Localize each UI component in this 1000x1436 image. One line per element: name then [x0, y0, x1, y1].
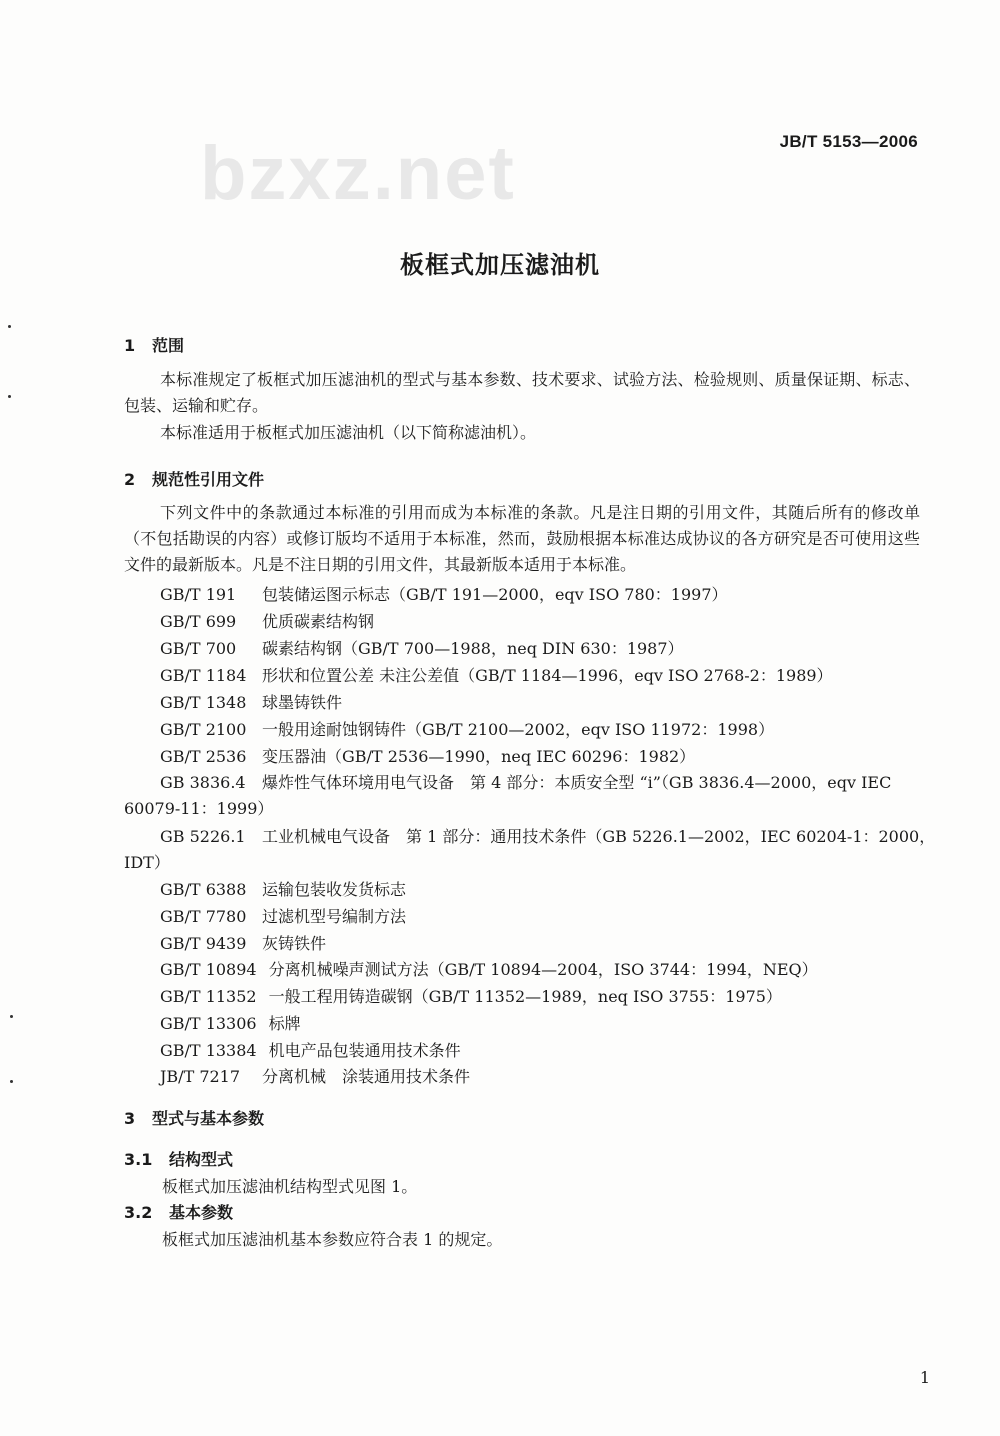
- reference-text: 爆炸性气体环境用电气设备 第 4 部分：本质安全型 “i”（GB 3836.4—2000，eqv IEC: [262, 773, 892, 792]
- reference-code: GB/T 699: [160, 612, 237, 631]
- reference-code: GB/T 10894: [160, 960, 257, 979]
- section-2-heading: [124, 467, 264, 490]
- section-number: 3.2: [124, 1203, 153, 1222]
- reference-item: [160, 690, 342, 713]
- section-title: 基本参数: [169, 1203, 234, 1222]
- reference-item: [160, 582, 728, 605]
- reference-item: [160, 717, 774, 740]
- reference-item: [160, 609, 374, 632]
- reference-item: [160, 1011, 301, 1034]
- reference-text: 优质碳素结构钢: [262, 612, 375, 631]
- section-3-1-heading: [124, 1147, 233, 1170]
- reference-code: GB 3836.4: [160, 773, 246, 792]
- reference-code: GB/T 2100: [160, 720, 247, 739]
- section-3-2-text: 板框式加压滤油机基本参数应符合表 1 的规定。: [162, 1230, 503, 1249]
- scan-speck: [10, 1015, 13, 1018]
- reference-item: [160, 957, 818, 980]
- reference-code: GB/T 13306: [160, 1014, 257, 1033]
- reference-item: [160, 663, 833, 686]
- reference-text: 球墨铸铁件: [262, 693, 343, 712]
- reference-code: GB/T 1184: [160, 666, 247, 685]
- reference-continuation: 60079-11：1999）: [124, 799, 274, 818]
- standard-number: JB/T 5153—2006: [779, 132, 918, 151]
- reference-item: [160, 877, 406, 900]
- reference-code: GB/T 7780: [160, 907, 247, 926]
- reference-code: GB/T 2536: [160, 747, 247, 766]
- scan-speck: [10, 1080, 13, 1083]
- reference-code: JB/T 7217: [160, 1067, 241, 1086]
- section-title: 范围: [152, 336, 185, 355]
- reference-item: [160, 984, 782, 1007]
- section-number: 2: [124, 470, 136, 489]
- document-title: 板框式加压滤油机: [400, 251, 600, 279]
- reference-text: 一般工程用铸造碳钢（GB/T 11352—1989，neq ISO 3755：1975）: [268, 987, 782, 1006]
- reference-text: 工业机械电气设备 第 1 部分：通用技术条件（GB 5226.1—2002，IEC 60204-1：2000，: [262, 827, 936, 846]
- scan-speck: [8, 325, 11, 328]
- reference-text: 变压器油（GB/T 2536—1990，neq IEC 60296：1982）: [262, 747, 696, 766]
- reference-code: GB/T 1348: [160, 693, 247, 712]
- reference-text: 运输包装收发货标志: [262, 880, 407, 899]
- reference-code: GB/T 13384: [160, 1041, 257, 1060]
- reference-item: [160, 636, 684, 659]
- reference-item: [160, 1038, 461, 1061]
- reference-text: 形状和位置公差 未注公差值（GB/T 1184—1996，eqv ISO 2768-2：1989）: [262, 666, 833, 685]
- reference-code: GB/T 700: [160, 639, 237, 658]
- reference-text: 灰铸铁件: [262, 934, 327, 953]
- section-3-heading: [124, 1106, 264, 1129]
- reference-text: 分离机械噪声测试方法（GB/T 10894—2004，ISO 3744：1994，NEQ）: [268, 960, 818, 979]
- reference-text: 分离机械 涂装通用技术条件: [262, 1067, 471, 1086]
- section-3-2-heading: [124, 1200, 233, 1223]
- reference-code: GB 5226.1: [160, 827, 246, 846]
- reference-item: [160, 770, 891, 793]
- reference-text: 包装储运图示标志（GB/T 191—2000，eqv ISO 780：1997）: [262, 585, 728, 604]
- section-3-1-text: 板框式加压滤油机结构型式见图 1。: [162, 1177, 418, 1196]
- reference-text: 一般用途耐蚀钢铸件（GB/T 2100—2002，eqv ISO 11972：1998）: [262, 720, 775, 739]
- section-1-paragraph-1: 本标准规定了板框式加压滤油机的型式与基本参数、技术要求、试验方法、检验规则、质量保证期、标志、包装、运输和贮存。: [124, 370, 920, 415]
- section-number: 3: [124, 1109, 136, 1128]
- reference-item: [160, 1064, 470, 1087]
- reference-text: 机电产品包装通用技术条件: [268, 1041, 461, 1060]
- reference-item: [160, 904, 406, 927]
- scan-speck: [8, 395, 11, 398]
- section-title: 型式与基本参数: [152, 1109, 265, 1128]
- page-number: 1: [919, 1368, 930, 1387]
- section-1-paragraph-2: 本标准适用于板框式加压滤油机（以下简称滤油机）。: [160, 423, 537, 442]
- reference-continuation: IDT）: [124, 853, 170, 872]
- reference-code: GB/T 11352: [160, 987, 257, 1006]
- reference-code: GB/T 6388: [160, 880, 247, 899]
- section-1-heading: [124, 333, 184, 356]
- watermark: bzxz.net: [200, 131, 516, 216]
- section-number: 3.1: [124, 1150, 153, 1169]
- section-number: 1: [124, 336, 136, 355]
- reference-item: [160, 744, 695, 767]
- reference-code: GB/T 191: [160, 585, 237, 604]
- reference-item: [160, 824, 935, 847]
- reference-text: 过滤机型号编制方法: [262, 907, 407, 926]
- reference-code: GB/T 9439: [160, 934, 247, 953]
- reference-text: 标牌: [268, 1014, 301, 1033]
- section-2-intro: 下列文件中的条款通过本标准的引用而成为本标准的条款。凡是注日期的引用文件，其随后所有的修改单（不包括勘误的内容）或修订版均不适用于本标准，然而，鼓励根据本标准达成协议的各方研究是否可使用这些文件的最新版本。凡是不注日期的引用文件，其最新版本适用于本标准。: [124, 503, 920, 574]
- reference-text: 碳素结构钢（GB/T 700—1988，neq DIN 630：1987）: [262, 639, 684, 658]
- section-title: 结构型式: [169, 1150, 234, 1169]
- section-title: 规范性引用文件: [152, 470, 265, 489]
- reference-item: [160, 931, 326, 954]
